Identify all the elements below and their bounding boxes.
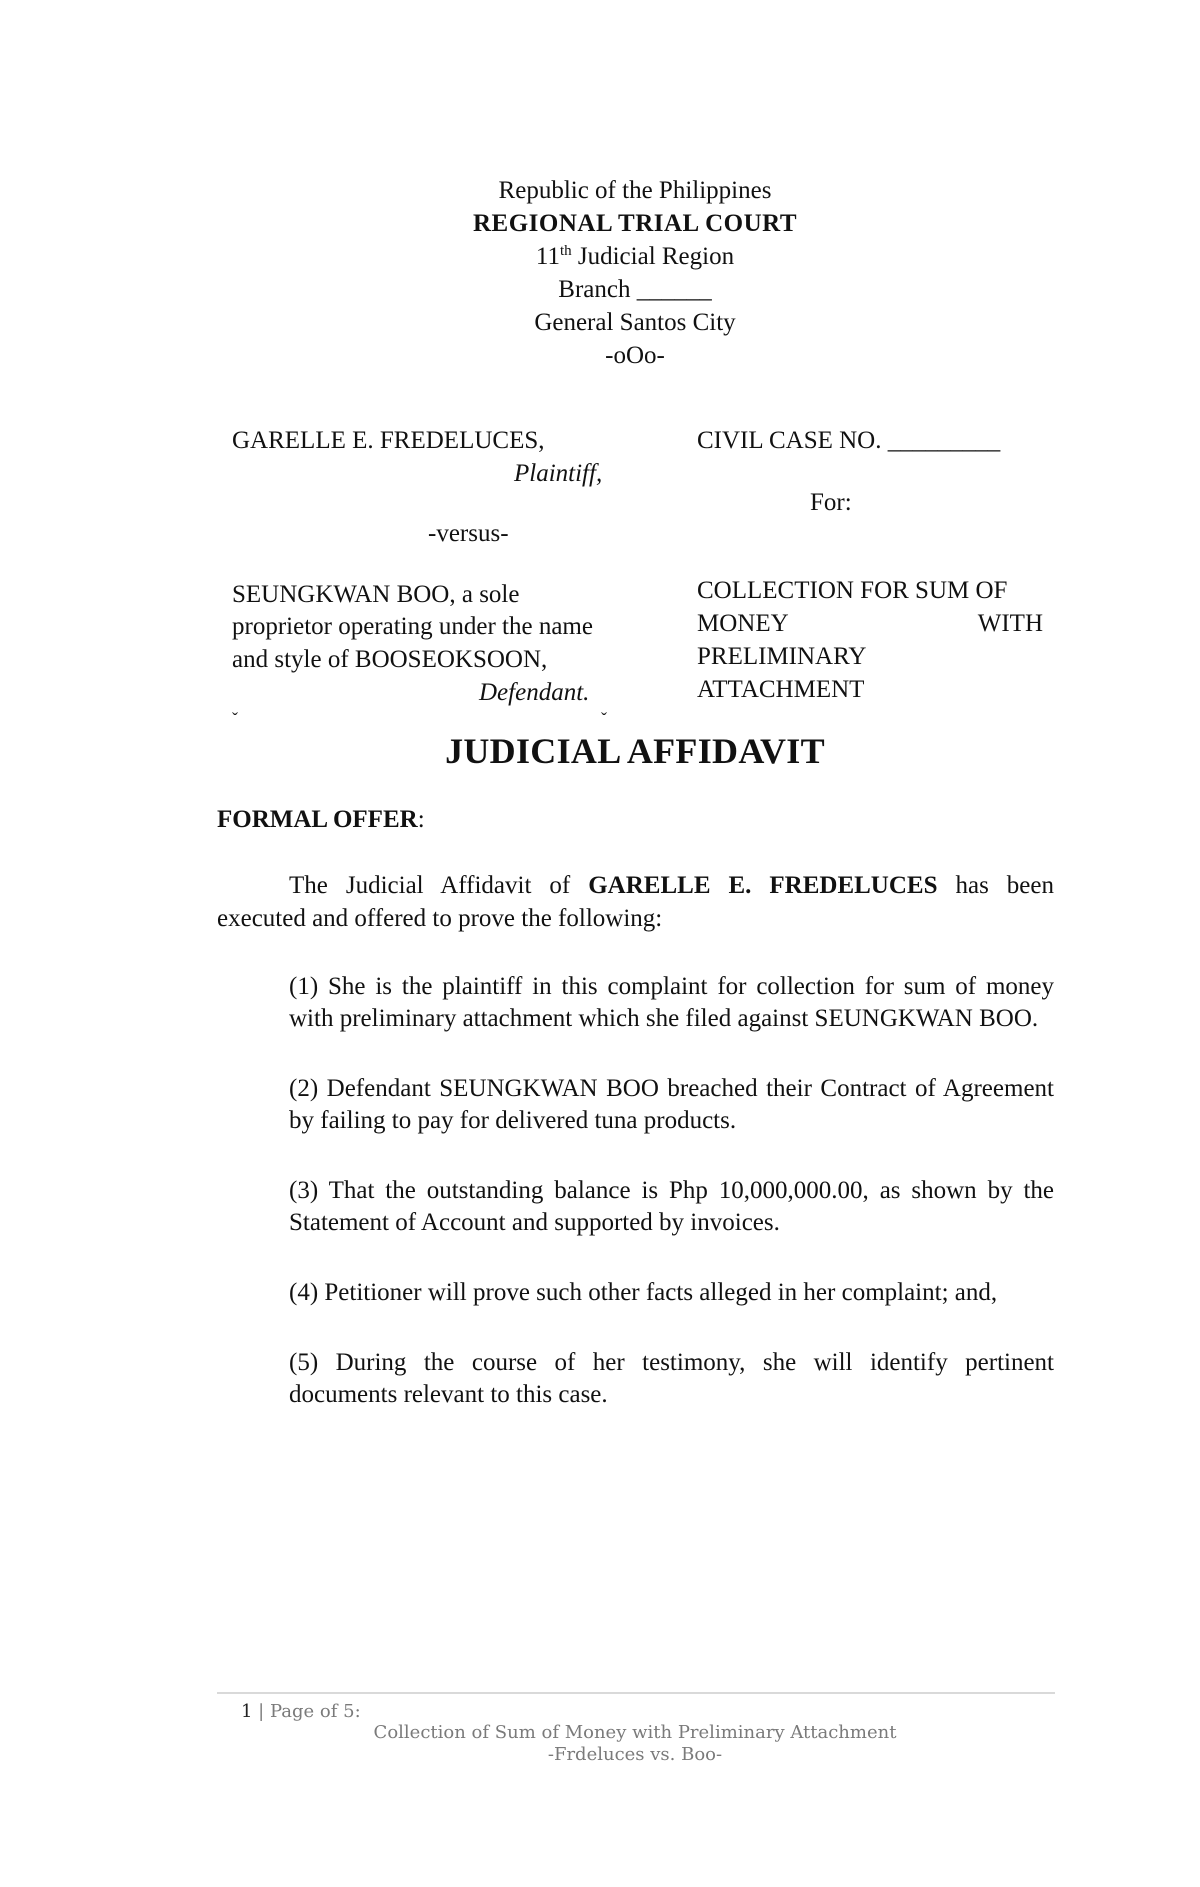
intro-before: The Judicial Affidavit of	[289, 872, 589, 899]
defendant-label: Defendant.	[479, 679, 590, 706]
judicial-region-line	[0, 240, 1200, 273]
defendant-line-2: proprietor operating under the name	[232, 613, 593, 640]
court-name: REGIONAL TRIAL COURT	[472, 210, 797, 237]
formal-offer-heading	[217, 803, 425, 836]
offer-items	[289, 971, 1054, 1449]
region-number: 11	[535, 243, 560, 270]
for-label: For:	[810, 489, 852, 516]
region-suffix: th	[559, 243, 572, 259]
document-title: JUDICIAL AFFIDAVIT	[445, 731, 825, 771]
case-nature	[697, 574, 1043, 706]
offer-item-2: (2) Defendant SEUNGKWAN BOO breached their Contract of Agreement by failing to pay for delivered tuna products.	[289, 1075, 1054, 1134]
page-indicator	[241, 1701, 361, 1723]
intro-paragraph	[217, 869, 1054, 935]
case-nature-money: MONEY	[697, 610, 789, 637]
footer-parties: -Frdeluces vs. Boo-	[547, 1744, 723, 1765]
formal-offer-label: FORMAL OFFER	[217, 806, 418, 833]
versus-label: -versus-	[428, 520, 509, 547]
footer-case-title: Collection of Sum of Money with Preliminary Attachment	[373, 1722, 897, 1743]
caption-tick-right: ˇ	[601, 709, 607, 729]
formal-offer-colon: :	[417, 806, 425, 833]
caption-tick-left: ˇ	[232, 709, 238, 729]
intro-after: has been executed and offered to prove the following:	[217, 872, 1054, 932]
case-nature-line-1: COLLECTION FOR SUM OF	[697, 577, 1008, 604]
intro-affiant-name: GARELLE E. FREDELUCES	[588, 872, 938, 899]
republic-line: Republic of the Philippines	[498, 177, 772, 204]
defendant-line-1: SEUNGKWAN BOO, a sole	[232, 581, 520, 608]
case-nature-with: WITH	[977, 610, 1043, 637]
city-line: General Santos City	[534, 309, 736, 336]
page-number: 1	[241, 1701, 253, 1722]
offer-item-4: (4) Petitioner will prove such other facts alleged in her complaint; and,	[289, 1279, 998, 1306]
case-nature-line-4: ATTACHMENT	[697, 676, 865, 703]
offer-item-1: (1) She is the plaintiff in this complaint for collection for sum of money with preliminary attachment which she filed against SEUNGKWAN BOO.	[289, 973, 1054, 1032]
offer-item-5: (5) During the course of her testimony, she will identify pertinent documents relevant to this case.	[289, 1349, 1054, 1408]
plaintiff-label: Plaintiff,	[514, 460, 603, 487]
case-nature-line-2	[697, 607, 1043, 640]
defendant-line-3: and style of BOOSEOKSOON,	[232, 646, 548, 673]
offer-item-3: (3) That the outstanding balance is Php 10,000,000.00, as shown by the Statement of Account and supported by invoices.	[289, 1177, 1054, 1236]
page-of-label: | Page of 5:	[252, 1701, 361, 1722]
footer-divider	[217, 1692, 1055, 1694]
branch-line: Branch ______	[558, 276, 712, 303]
civil-case-number: CIVIL CASE NO. _________	[697, 427, 1001, 454]
region-rest: Judicial Region	[571, 243, 735, 270]
court-header	[0, 174, 1200, 372]
plaintiff-name: GARELLE E. FREDELUCES,	[232, 427, 545, 454]
case-nature-line-3: PRELIMINARY	[697, 643, 867, 670]
header-separator: -oOo-	[605, 342, 665, 369]
